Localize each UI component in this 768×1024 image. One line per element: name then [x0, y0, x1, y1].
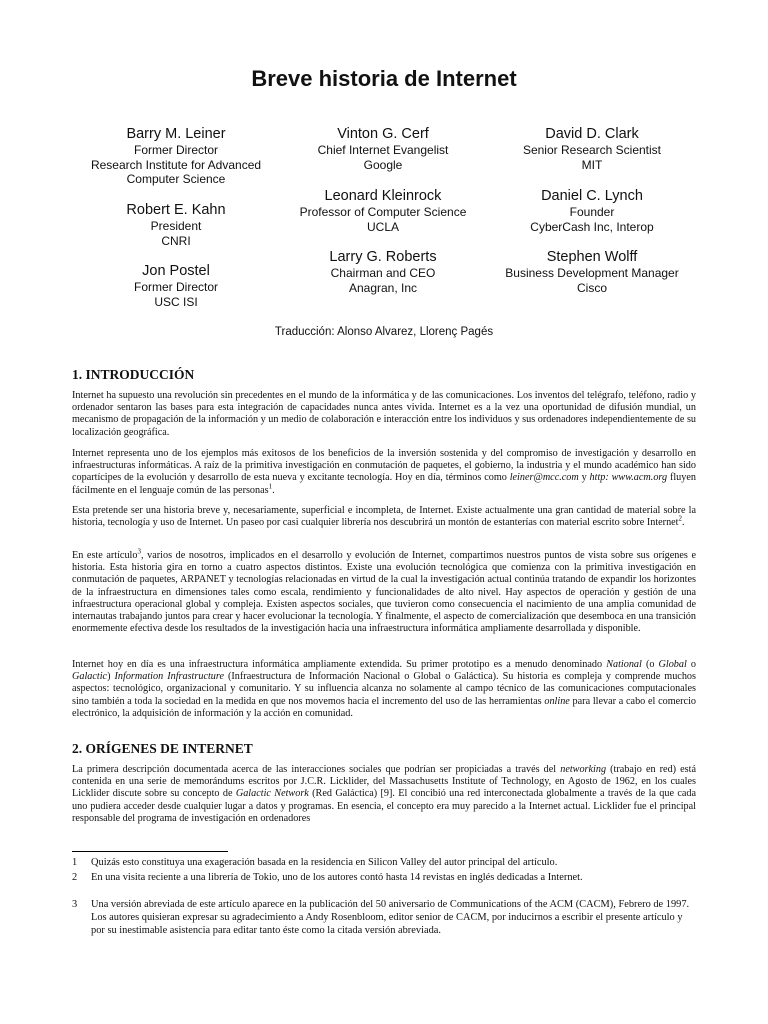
author-name: Barry M. Leiner — [126, 126, 226, 142]
author-affiliation: MIT — [581, 157, 603, 172]
author-role: Chief Internet Evangelist — [317, 143, 449, 157]
paragraph-2: Internet representa uno de los ejemplos más exitosos de los beneficios de la inversión sostenida y del compromiso de investigación y desarrollo en infraestructuras informáticas. A raíz de la primitiva investigación en conmutación de paquetes, el gobierno, la industria y el mundo académico han sido copartícipes de la evolución y desarrollo de esta nueva y excitante tecnología. Hoy en día, términos como leiner@mcc.com y http: www.acm.org fluyen fácilmente en el lenguaje común de las personas$^1$. — [72, 448, 696, 496]
footnote-ref-1: 1 — [268, 482, 273, 491]
author-role: Professor of Computer Science — [299, 205, 467, 219]
url-example: http: www.acm.org — [589, 472, 668, 484]
author-kahn — [61, 202, 291, 248]
paragraph-4: En este artículo$^3$, varios de nosotros, implicados en el desarrollo y evolución de Internet, compartimos nuestros puntos de vista sobre sus orígenes e historia. Esta historia gira en torno a cuatro aspectos distintos. Existe una evolución tecnológica que comienza con la primitiva investigación en conmutación de paquetes, ARPANET y tecnologías relacionadas en virtud de la cual la investigación actual continúa tratando de expandir los horizontes de la infraestructura en dimensiones tales como escala, rendimiento y funcionalidades de alto nivel. Hay aspectos de operación y gestión de una infraestructura operacional global y compleja. Existen aspectos sociales, que tuvieron como consecuencia el nacimiento de una amplia comunidad de internautas trabajando juntos para crear y hacer evolucionar la tecnología. Y finalmente, el aspecto de comercialización que desemboca en una transición enormemente efectiva desde los resultados de la investigación hacia una infraestructura informática ampliamente desarrollada y disponible. — [72, 547, 696, 635]
paragraph-1: Internet ha supuesto una revolución sin precedentes en el mundo de la informática y de las comunicaciones. Los inventos del telégrafo, teléfono, radio y ordenador sentaron las bases para esta integración de capacidades nunca antes vivida. Internet es a la vez una oportunidad de difusión mundial, un mecanismo de propagación de la información y un medio de colaboración e interacción entre los individuos y sus ordenadores independientemente de su localización geográfica. — [72, 390, 696, 438]
author-affiliation: CyberCash Inc, Interop — [530, 219, 654, 234]
author-kleinrock — [268, 188, 498, 234]
author-role: Former Director — [133, 280, 218, 294]
footnote-divider — [72, 851, 228, 852]
author-cerf — [268, 126, 498, 172]
footnote-ref-3: 3 — [137, 547, 141, 556]
author-name: Daniel C. Lynch — [541, 188, 643, 204]
author-name: Robert E. Kahn — [126, 202, 226, 218]
footnote-number: 2 — [72, 872, 78, 883]
author-role: Former Director — [133, 143, 218, 157]
author-name: Leonard Kleinrock — [324, 188, 442, 204]
author-postel — [61, 263, 291, 309]
author-name: Vinton G. Cerf — [337, 126, 429, 142]
author-name: Larry G. Roberts — [329, 249, 437, 265]
author-name: Stephen Wolff — [546, 249, 638, 265]
footnote-2 — [72, 871, 696, 884]
author-affiliation: Research Institute for Advanced — [90, 157, 262, 172]
author-affiliation: Computer Science — [126, 172, 226, 186]
author-clark — [477, 126, 707, 172]
author-role: President — [150, 219, 202, 233]
page-title: Breve historia de Internet — [251, 66, 517, 91]
author-role: Business Development Manager — [505, 266, 679, 280]
paragraph-3: Esta pretende ser una historia breve y, necesariamente, superficial e incompleta, de Internet. Existe actualmente una gran cantidad de material sobre la historia, tecnología y uso de Internet. Un paseo por casi cualquier librería nos descubrirá un montón de estanterías con material escrito sobre Internet$^2$. — [72, 505, 696, 529]
author-name: David D. Clark — [545, 126, 639, 142]
section-heading-origenes: 2. ORÍGENES DE INTERNET — [72, 741, 253, 756]
author-leiner — [61, 126, 291, 187]
author-affiliation: UCLA — [366, 219, 399, 234]
author-role: Founder — [569, 205, 615, 219]
author-wolff — [477, 249, 707, 295]
author-affiliation: Cisco — [576, 280, 607, 295]
author-affiliation: USC ISI — [154, 294, 198, 309]
author-affiliation: Google — [363, 157, 403, 172]
footnote-1 — [72, 856, 696, 869]
author-role: Senior Research Scientist — [522, 143, 662, 157]
translation-credit: Traducción: Alonso Alvarez, Llorenç Pagés — [274, 326, 494, 338]
footnote-text: En una visita reciente a una librería de Tokio, uno de los autores contó hasta 14 revistas en inglés dedicadas a Internet. — [91, 872, 583, 883]
paragraph-5: Internet hoy en día es una infraestructura informática ampliamente extendida. Su primer prototipo es a menudo denominado National (o Global o Galactic) Information Infrastructure (Infraestructura de Información Nacional o Global o Galáctica). Su historia es compleja y comprende muchos aspectos: tecnológico, organizacional y comunitario. Y su influencia alcanza no solamente al campo técnico de las comunicaciones computacionales sino también a toda la sociedad en la medida en que nos movemos hacia el incremento del uso de las herramientas online para llevar a cabo el comercio electrónico, la adquisición de información y la acción en comunidad. — [72, 659, 697, 719]
section-heading-introduccion: 1. INTRODUCCIÓN — [72, 367, 195, 382]
author-role: Chairman and CEO — [330, 266, 436, 280]
footnote-text: Una versión abreviada de este artículo aparece en la publicación del 50 aniversario de Communications of the ACM (CACM), Febrero de 1997. Los autores quisieran expresar su agradecimiento a Andy Rosenbloom, editor senior de CACM, por inducirnos a escribir el presente artículo y por su inestimable asistencia para editar tanto éste como la citada versión abreviada. — [91, 899, 690, 936]
footnote-text: Quizás esto constituya una exageración basada en la residencia en Silicon Valley del autor principal del artículo. — [91, 857, 558, 868]
footnote-number: 3 — [72, 899, 78, 910]
author-name: Jon Postel — [142, 263, 210, 279]
author-affiliation: Anagran, Inc — [348, 280, 418, 295]
footnote-3 — [72, 898, 696, 937]
email-example: leiner@mcc.com — [509, 472, 579, 484]
paragraph-6: La primera descripción documentada acerca de las interacciones sociales que podrían ser propiciadas a través del networking (trabajo en red) está contenida en una serie de memorándums escritos por J.C.R. Licklider, del Massachusetts Institute of Technology, en Agosto de 1962, en los cuales Licklider discute sobre su concepto de Galactic Network (Red Galáctica) [9]. El concibió una red interconectada globalmente a través de la que cada uno pudiera acceder desde cualquier lugar a datos y programas. En esencia, el concepto era muy parecido a la Internet actual. Licklider fue el principal responsable del programa de investigación en ordenadores — [72, 764, 697, 824]
footnote-ref-2: 2 — [678, 514, 683, 523]
author-lynch — [477, 188, 707, 234]
author-affiliation: CNRI — [161, 233, 191, 248]
footnote-number: 1 — [72, 857, 78, 868]
author-roberts — [268, 249, 498, 295]
